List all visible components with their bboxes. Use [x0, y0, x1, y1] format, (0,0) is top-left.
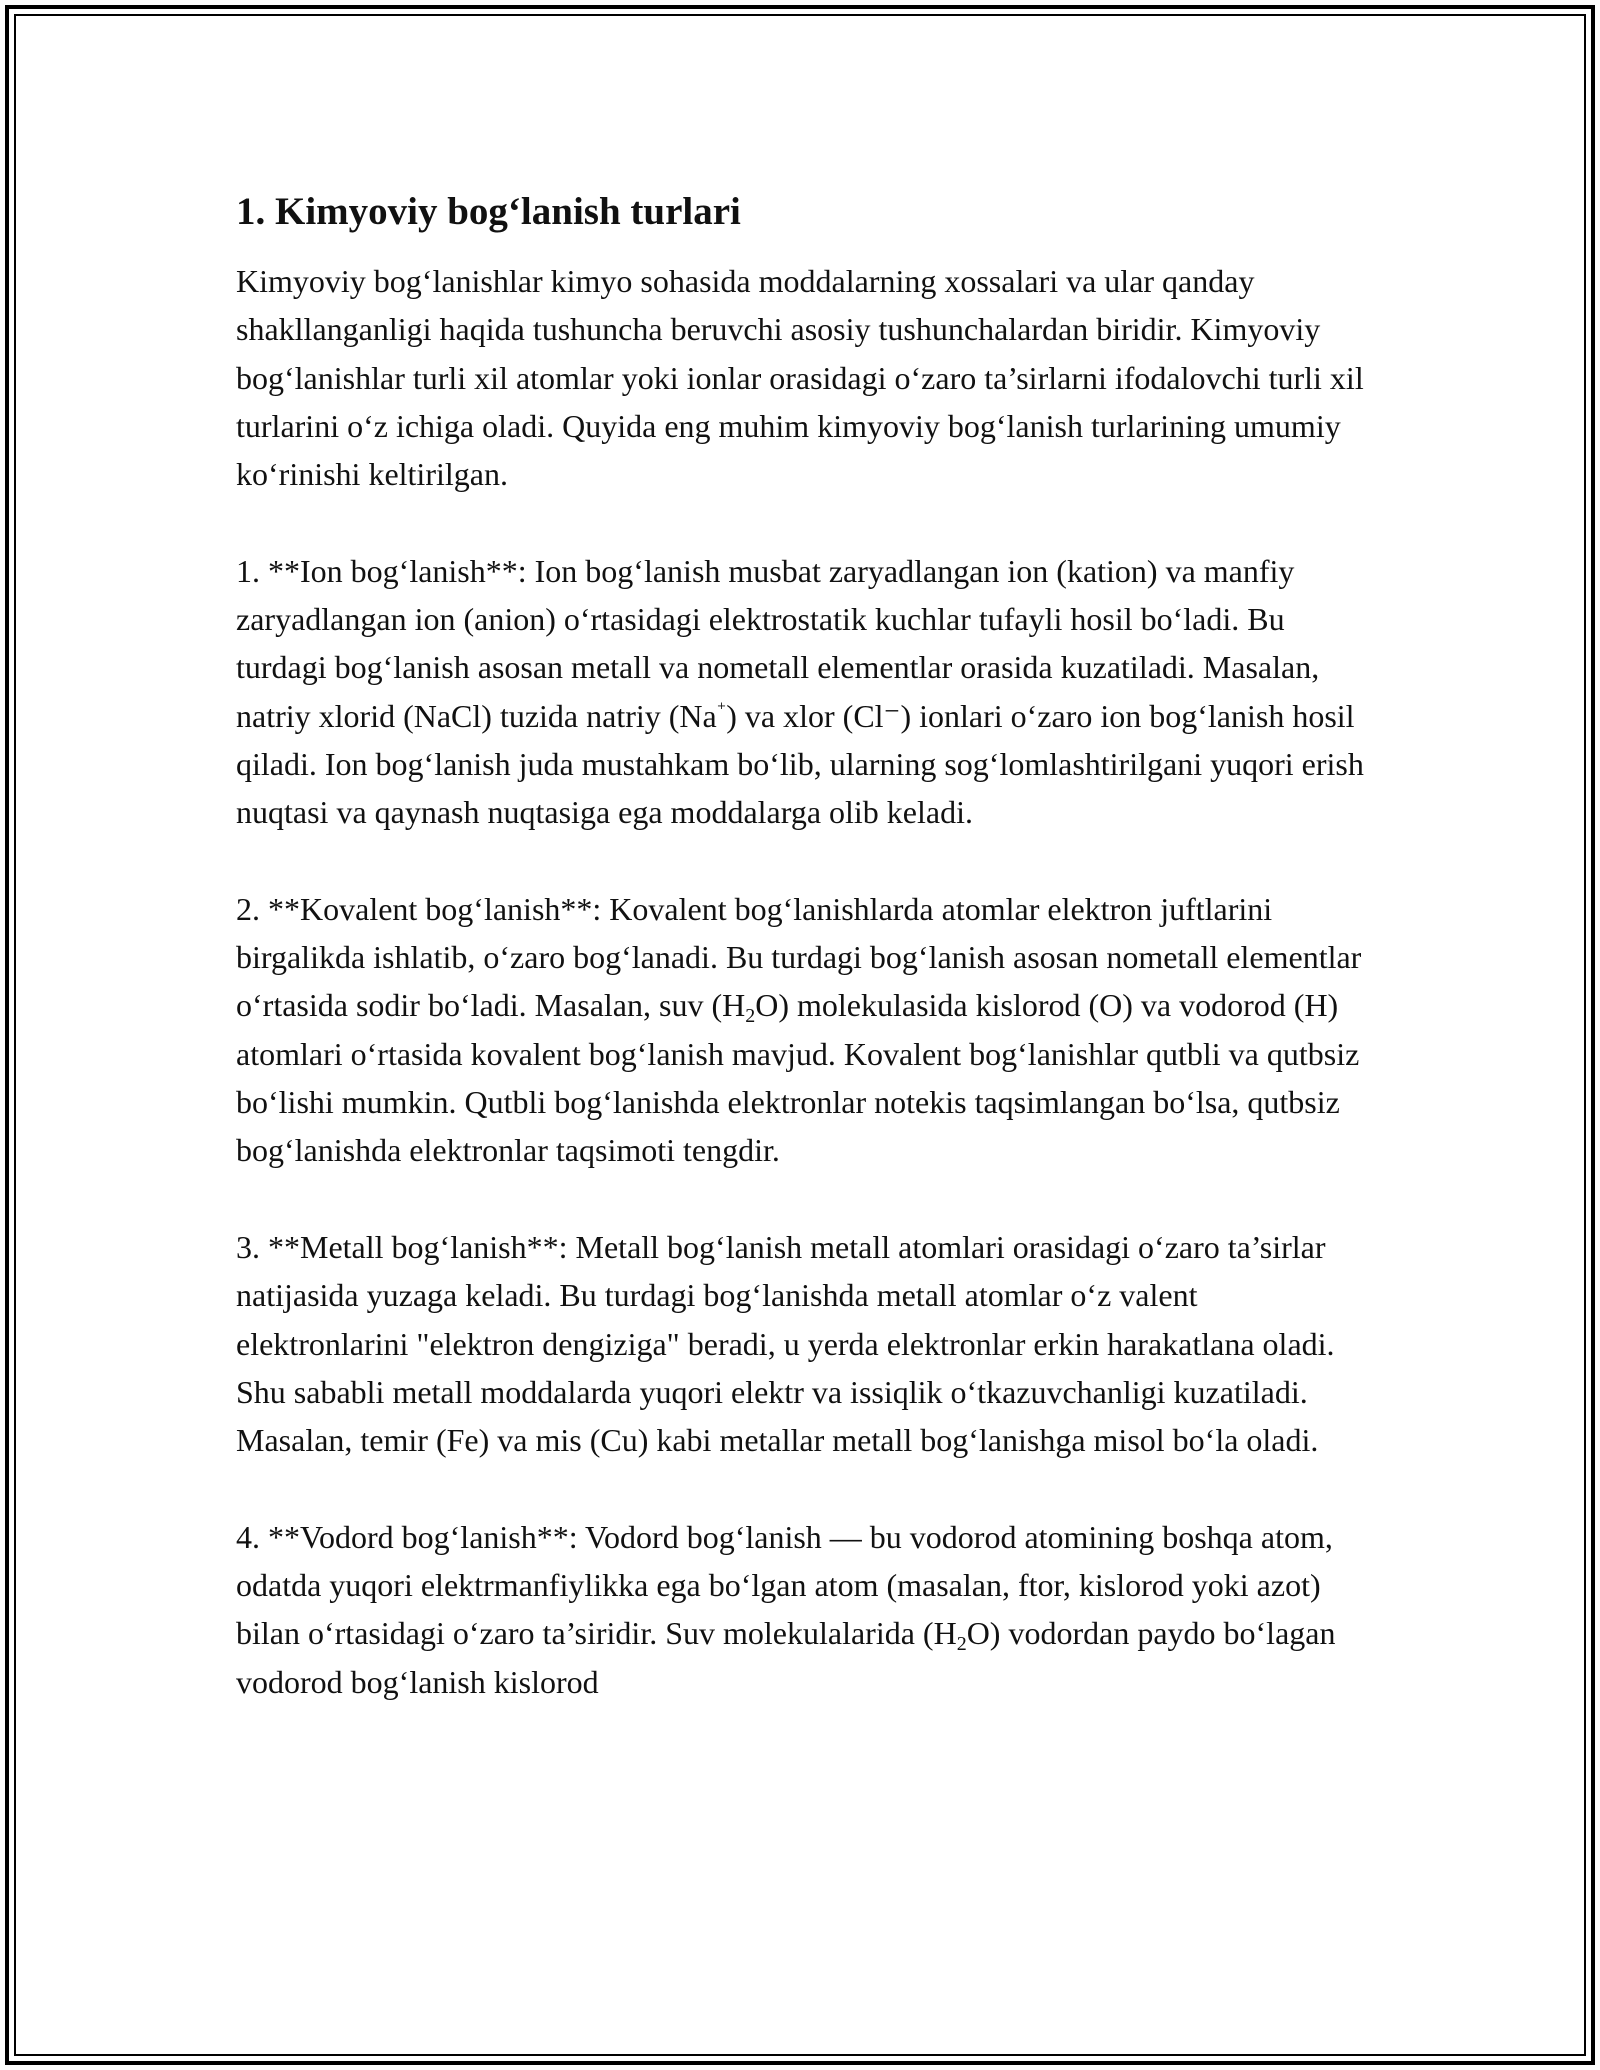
document-body — [236, 186, 1376, 1706]
hydrogen-subscript: 2 — [956, 1633, 967, 1656]
hydrogen-text-part2: O) vodordan paydo bo‘lagan vodorod bog‘lanish kislorod — [236, 1615, 1336, 1700]
covalent-bond-paragraph — [236, 885, 1376, 1175]
hydrogen-bond-paragraph — [236, 1513, 1376, 1706]
metallic-bond-paragraph: 3. **Metall bog‘lanish**: Metall bog‘lanish metall atomlari orasidagi o‘zaro ta’sirlar natijasida yuzaga keladi. Bu turdagi bog‘lanishda metall atomlar o‘z valent elektronlarini "elektron dengiziga" beradi, u yerda elektronlar erkin harakatlana oladi. Shu sababli metall moddalarda yuqori elektr va issiqlik o‘tkazuvchanligi kuzatiladi. Masalan, temir (Fe) va mis (Cu) kabi metallar metall bog‘lanishga misol bo‘la oladi. — [236, 1228, 1335, 1459]
covalent-text-part1: 2. **Kovalent bog‘lanish**: Kovalent bog‘lanishlarda atomlar elektron juftlarini birgalikda ishlatib, o‘zaro bog‘lanadi. Bu turdagi bog‘lanish asosan nometall elementlar o‘rtasida sodir bo‘ladi. Masalan, suv (H — [236, 890, 1362, 1024]
ion-text-part1: 1. **Ion bog‘lanish**: Ion bog‘lanish musbat zaryadlangan ion (kation) va manfiy zaryadlangan ion (anion) o‘rtasidagi elektrostatik kuchlar tufayli hosil bo‘ladi. Bu turdagi bog‘lanish asosan metall va nometall elementlar orasida kuzatiladi. Masalan, natriy xlorid (NaCl) tuzida natriy (Na — [236, 552, 1320, 734]
hydrogen-text-part1: 4. **Vodord bog‘lanish**: Vodord bog‘lanish — bu vodorod atomining boshqa atom, odatda yuqori elektrmanfiylikka ega bo‘lgan atom (masalan, ftor, kislorod yoki azot) bilan o‘rtasidagi o‘zaro ta’siridir. Suv molekulalarida (H — [236, 1518, 1333, 1652]
ion-superscript: ⁺ — [716, 698, 727, 719]
ion-bond-paragraph — [236, 547, 1376, 837]
ion-text-part2: ) va xlor (Cl⁻) ionlari o‘zaro ion bog‘lanish hosil qiladi. Ion bog‘lanish juda mustahkam bo‘lib, ularning sog‘lomlashtirilgani yuqori erish nuqtasi va qaynash nuqtasiga ega moddalarga olib keladi. — [236, 697, 1364, 831]
covalent-text-part2: O) molekulasida kislorod (O) va vodorod (H) atomlari o‘rtasida kovalent bog‘lanish mavjud. Kovalent bog‘lanishlar qutbli va qutbsiz bo‘lishi mumkin. Qutbli bog‘lanishda elektronlar notekis taqsimlangan bo‘lsa, qutbsiz bog‘lanishda elektronlar taqsimoti tengdir. — [236, 987, 1360, 1169]
intro-paragraph: Kimyoviy bog‘lanishlar kimyo sohasida moddalarning xossalari va ular qanday shakllanganligi haqida tushuncha beruvchi asosiy tushunchalardan biridir. Kimyoviy bog‘lanishlar turli xil atomlar yoki ionlar orasidagi o‘zaro ta’sirlarni ifodalovchi turli xil turlarini o‘z ichiga oladi. Quyida eng muhim kimyoviy bog‘lanish turlarining umumiy ko‘rinishi keltirilgan. — [236, 263, 1364, 493]
covalent-subscript: 2 — [745, 1005, 756, 1028]
section-heading: 1. Kimyoviy bog‘lanish turlari — [236, 190, 741, 233]
